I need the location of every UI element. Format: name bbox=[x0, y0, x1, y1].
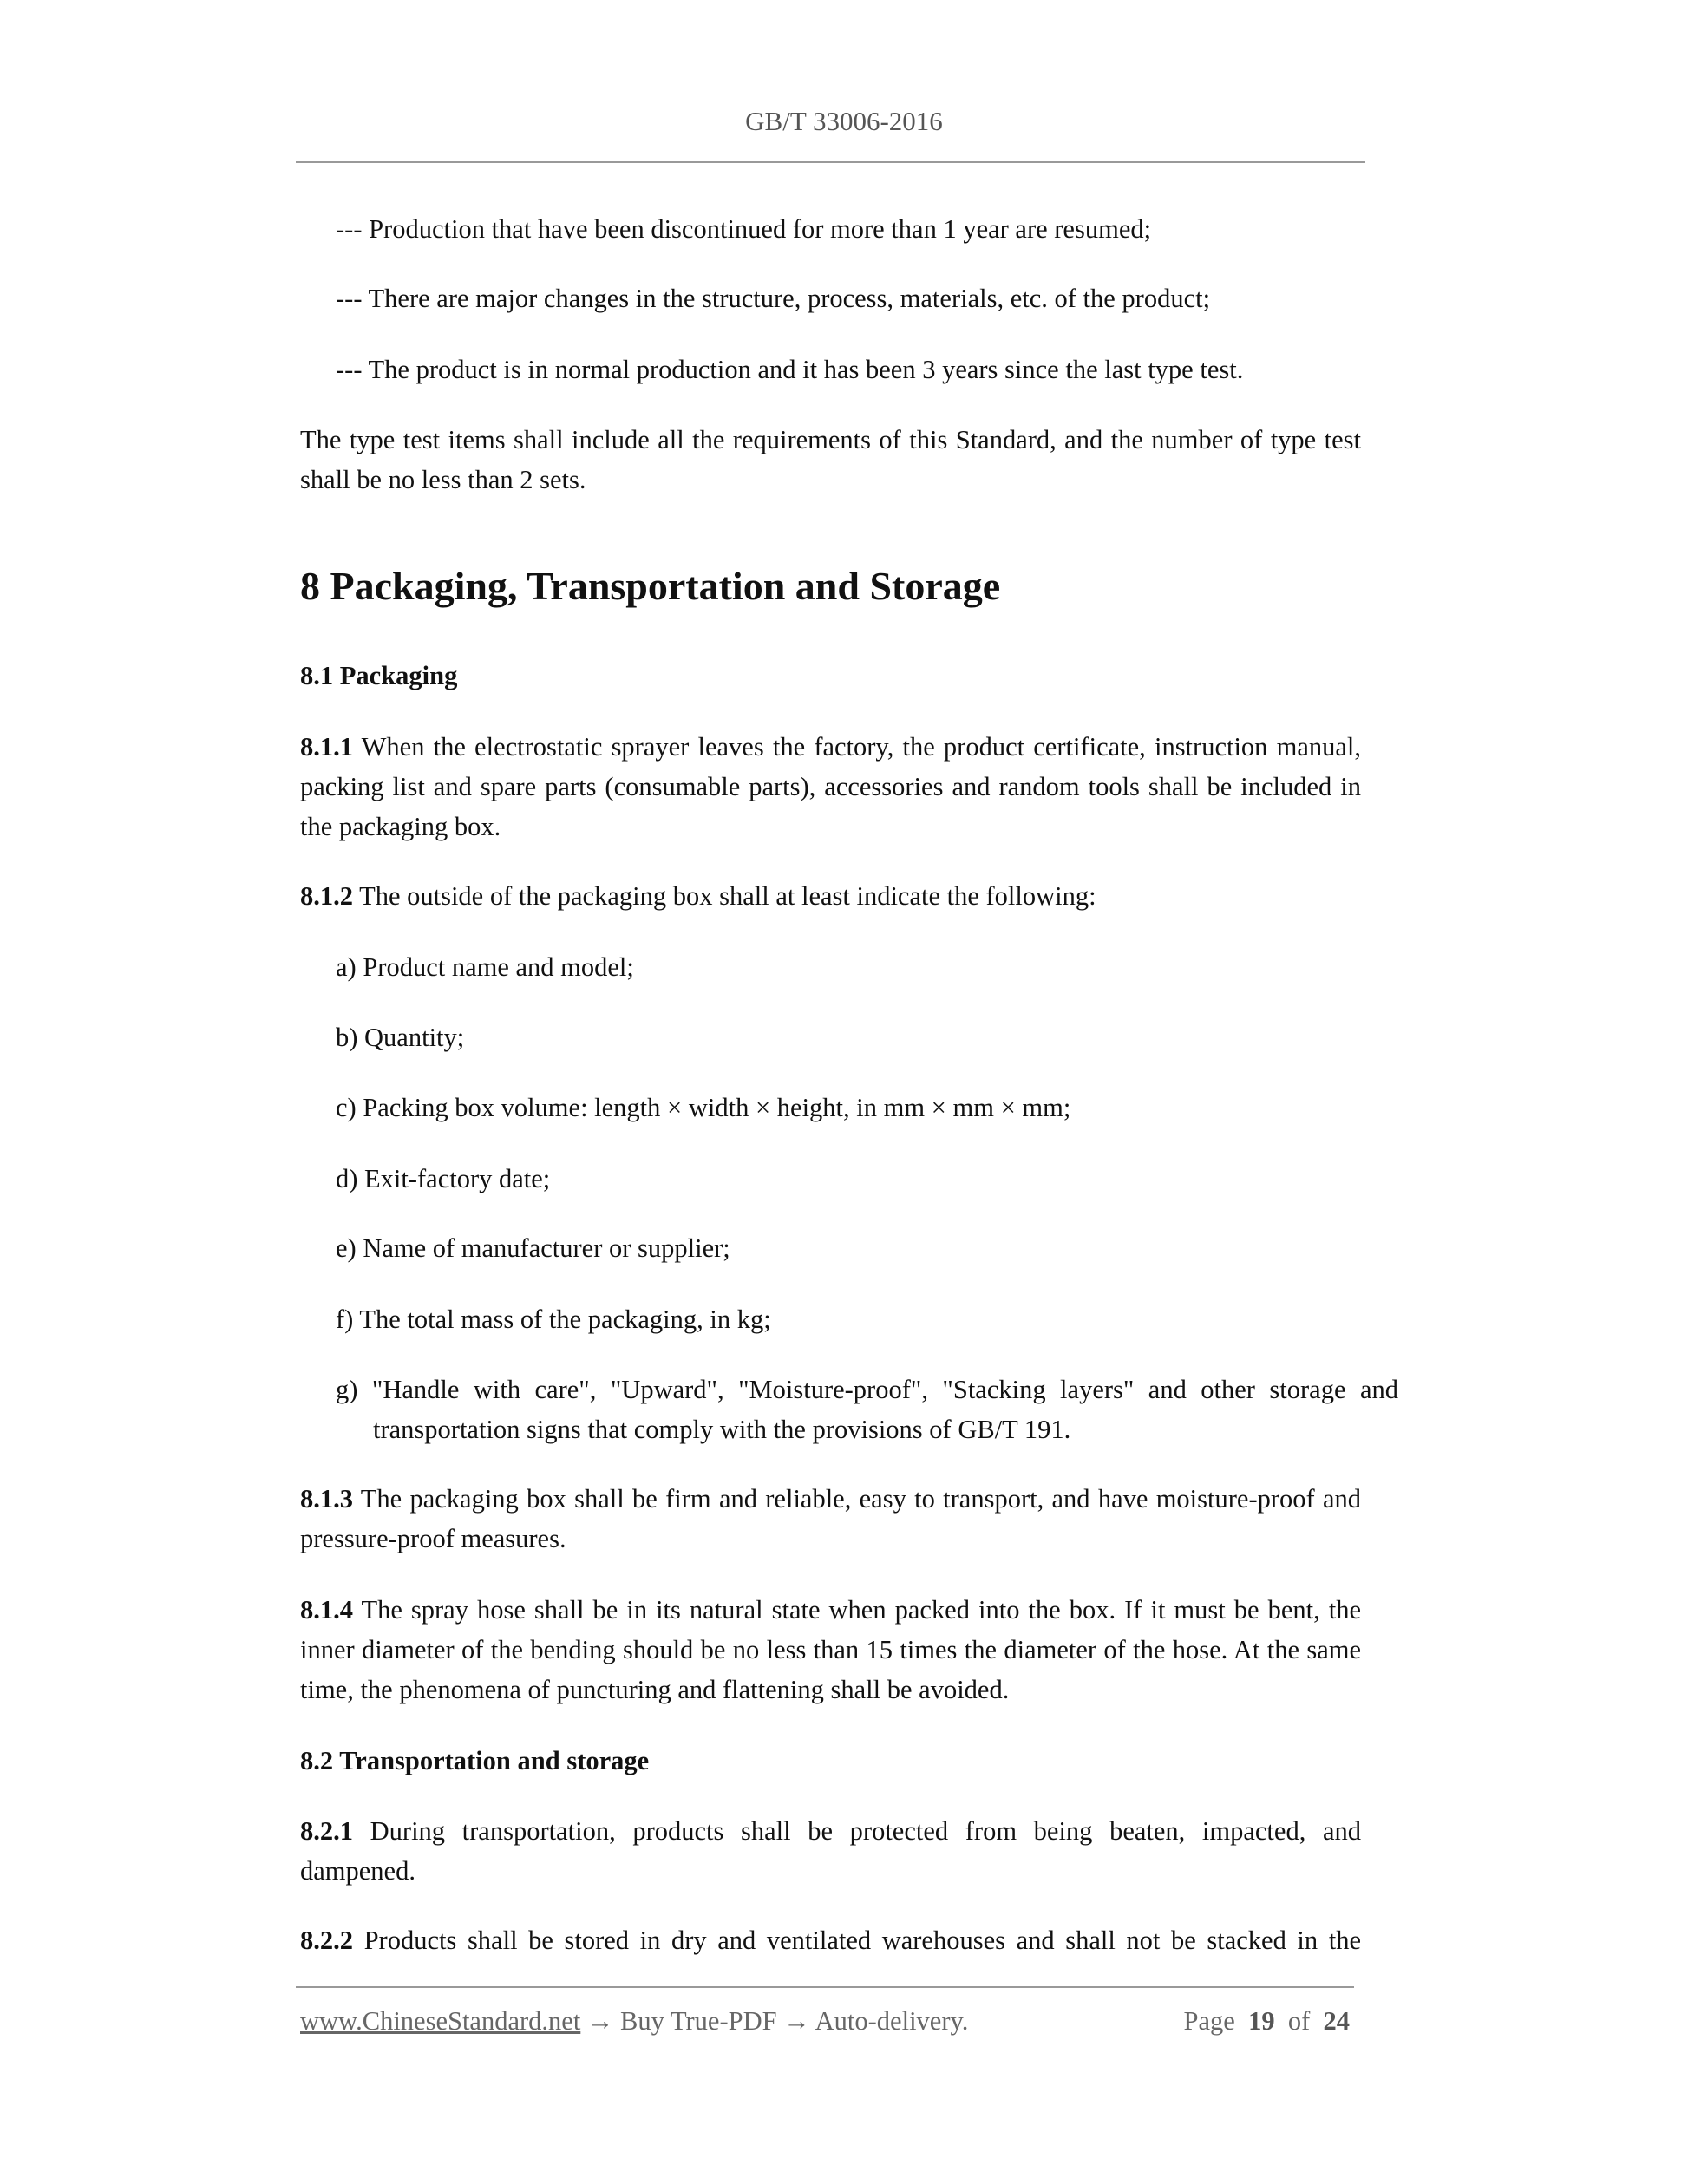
clause-8-1-4 bbox=[300, 1590, 1361, 1710]
list-item: c) Packing box volume: length × width × height, in mm × mm × mm; bbox=[336, 1093, 1071, 1122]
clause-text: During transportation, products shall be protected from being beaten, impacted, and dampened. bbox=[300, 1816, 1361, 1886]
section-8-2-heading: 8.2 Transportation and storage bbox=[300, 1746, 650, 1775]
header-divider bbox=[296, 161, 1365, 163]
list-item: d) Exit-factory date; bbox=[336, 1164, 551, 1193]
page-number: 19 bbox=[1248, 2006, 1275, 2036]
section-8-heading: 8 Packaging, Transportation and Storage bbox=[300, 564, 1001, 608]
clause-number: 8.1.4 bbox=[300, 1595, 353, 1625]
list-item: g) "Handle with care", "Upward", "Moisture-proof", "Stacking layers" and other storage and transportation signs that comply with the provisions of GB/T 191. bbox=[336, 1375, 1398, 1444]
section-8-1-heading: 8.1 Packaging bbox=[300, 661, 458, 690]
clause-8-2-1 bbox=[300, 1811, 1361, 1891]
list-item: f) The total mass of the packaging, in kg; bbox=[336, 1305, 771, 1334]
list-item: e) Name of manufacturer or supplier; bbox=[336, 1233, 730, 1263]
clause-text: Products shall be stored in dry and ventilated warehouses and shall not be stacked in the bbox=[353, 1926, 1361, 1955]
clause-text: The spray hose shall be in its natural state when packed into the box. If it must be bent, the inner diameter of the bending should be no less than 15 times the diameter of the hose. At the same time, the phenomena of puncturing and flattening shall be avoided. bbox=[300, 1595, 1361, 1704]
clause-text: When the electrostatic sprayer leaves the factory, the product certificate, instruction manual, packing list and spare parts (consumable parts), accessories and random tools shall be included in the packaging box. bbox=[300, 732, 1361, 841]
footer-divider bbox=[296, 1986, 1354, 1988]
promo-text: → Buy True-PDF bbox=[580, 2006, 784, 2036]
document-header: GB/T 33006-2016 bbox=[745, 106, 943, 136]
clause-8-1-3 bbox=[300, 1479, 1361, 1559]
bullet-item: --- The product is in normal production and it has been 3 years since the last type test. bbox=[336, 355, 1244, 384]
bullet-item: --- There are major changes in the structure, process, materials, etc. of the product; bbox=[336, 284, 1211, 313]
page-label: Page bbox=[1183, 2006, 1235, 2036]
of-label: of bbox=[1287, 2006, 1311, 2036]
page-total: 24 bbox=[1323, 2006, 1350, 2036]
bullet-item: --- Production that have been discontinued for more than 1 year are resumed; bbox=[336, 214, 1152, 244]
clause-number: 8.1.2 bbox=[300, 881, 353, 911]
type-test-paragraph: The type test items shall include all the requirements of this Standard, and the number of type test shall be no less than 2 sets. bbox=[300, 425, 1361, 494]
list-item: a) Product name and model; bbox=[336, 952, 634, 982]
clause-8-1-2 bbox=[300, 876, 1361, 916]
clause-8-2-2 bbox=[300, 1920, 1361, 1960]
footer-promo bbox=[300, 2006, 968, 2037]
page-indicator bbox=[1184, 2006, 1350, 2037]
clause-number: 8.1.3 bbox=[300, 1484, 353, 1514]
clause-number: 8.2.1 bbox=[300, 1816, 353, 1846]
clause-8-1-1 bbox=[300, 727, 1361, 847]
website-link[interactable]: www.ChineseStandard.net bbox=[300, 2006, 581, 2036]
clause-text: The packaging box shall be firm and reliable, easy to transport, and have moisture-proof and pressure-proof measures. bbox=[300, 1484, 1361, 1553]
clause-text: The outside of the packaging box shall at least indicate the following: bbox=[353, 881, 1096, 911]
clause-number: 8.2.2 bbox=[300, 1926, 353, 1955]
clause-number: 8.1.1 bbox=[300, 732, 353, 762]
promo-text-2: → Auto-delivery. bbox=[783, 2006, 969, 2036]
list-item: b) Quantity; bbox=[336, 1023, 465, 1052]
